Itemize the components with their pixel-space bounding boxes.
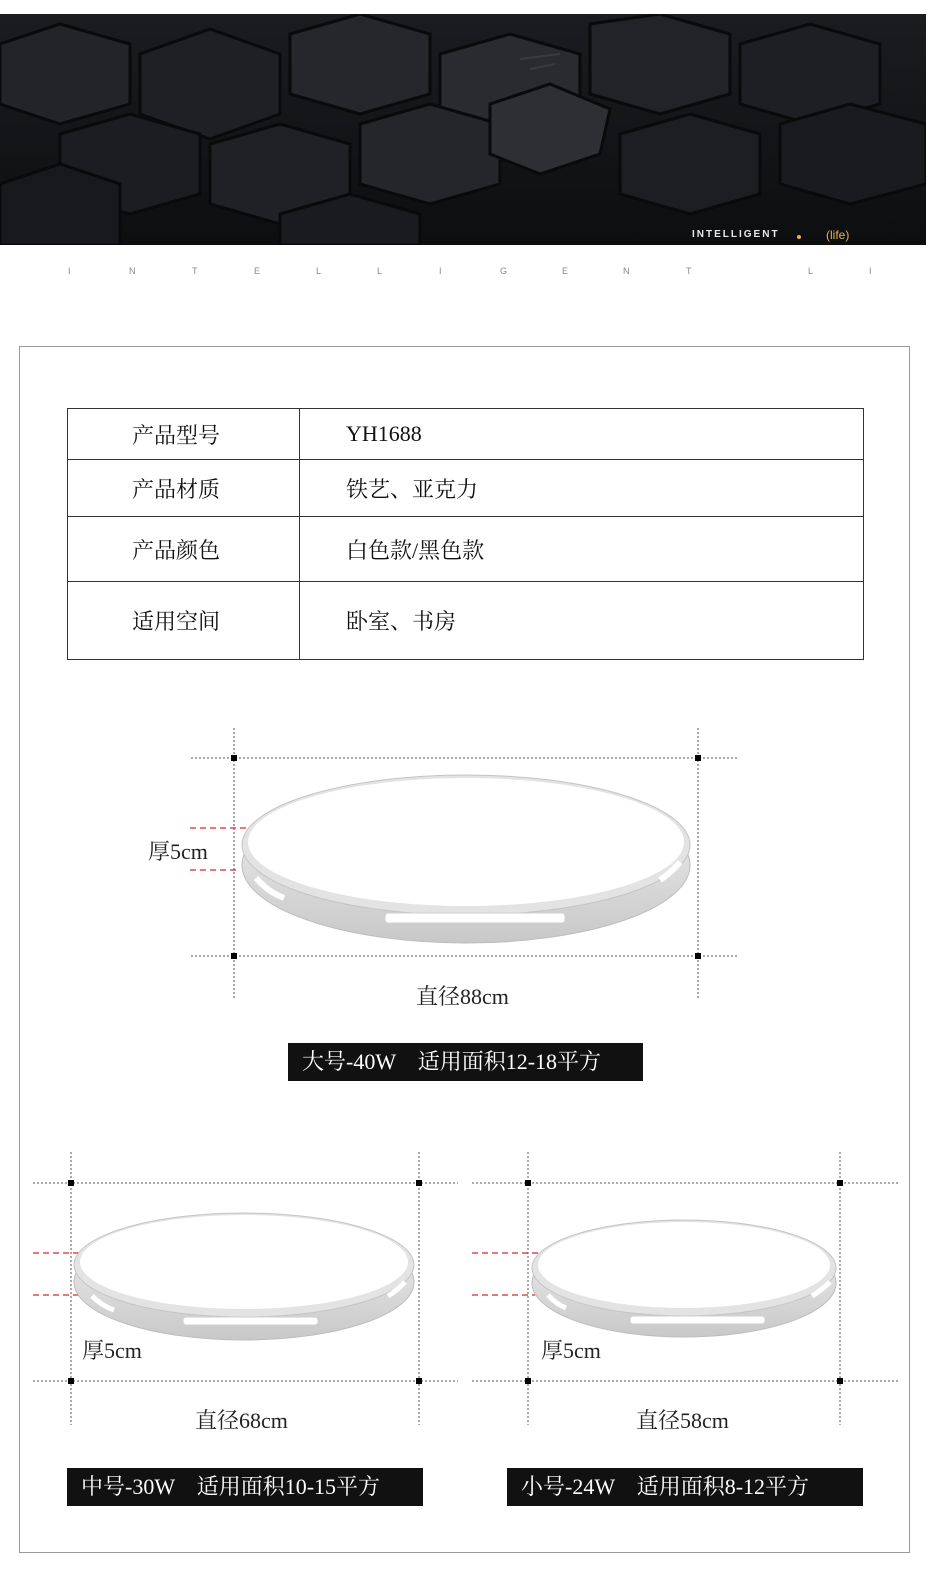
small-lamp-diagram <box>472 1152 898 1425</box>
letter: I <box>439 266 442 276</box>
spec-key: 产品型号 <box>68 409 300 460</box>
letter: I <box>869 266 872 276</box>
medium-size-tag: 中号-30W 适用面积10-15平方 <box>67 1468 423 1506</box>
small-thickness-label: 厚5cm <box>541 1338 601 1363</box>
large-thickness-label: 厚5cm <box>148 839 208 864</box>
medium-lamp-diagram <box>33 1152 458 1425</box>
letter: N <box>129 266 136 276</box>
lamp-small <box>532 1220 836 1337</box>
spec-value: 铁艺、亚克力 <box>300 460 864 517</box>
letter: L <box>808 266 814 276</box>
letter: N <box>623 266 630 276</box>
large-size-tag: 大号-40W 适用面积12-18平方 <box>288 1043 643 1081</box>
large-diameter-label: 直径88cm <box>416 984 509 1009</box>
letter: T <box>686 266 692 276</box>
spec-value: 卧室、书房 <box>300 582 864 660</box>
medium-thickness-label: 厚5cm <box>82 1338 142 1363</box>
letter: T <box>192 266 198 276</box>
brand-text: INTELLIGENT <box>692 229 780 240</box>
letter: L <box>377 266 383 276</box>
brand-tagline: (life) <box>826 228 850 242</box>
letter: I <box>68 266 71 276</box>
letter: G <box>500 266 508 276</box>
lamp-medium <box>74 1213 414 1340</box>
spec-key: 产品材质 <box>68 460 300 517</box>
letter: E <box>562 266 569 276</box>
small-diameter-label: 直径58cm <box>636 1408 729 1433</box>
large-lamp-diagram <box>190 728 738 1000</box>
lamp-large <box>242 775 690 943</box>
letter: L <box>316 266 322 276</box>
small-size-tag: 小号-24W 适用面积8-12平方 <box>507 1468 863 1506</box>
spec-value: 白色款/黑色款 <box>300 517 864 582</box>
medium-diameter-label: 直径68cm <box>195 1408 288 1433</box>
spec-key: 产品颜色 <box>68 517 300 582</box>
spec-value: YH1688 <box>300 409 864 460</box>
letter: E <box>254 266 261 276</box>
spec-key: 适用空间 <box>68 582 300 660</box>
